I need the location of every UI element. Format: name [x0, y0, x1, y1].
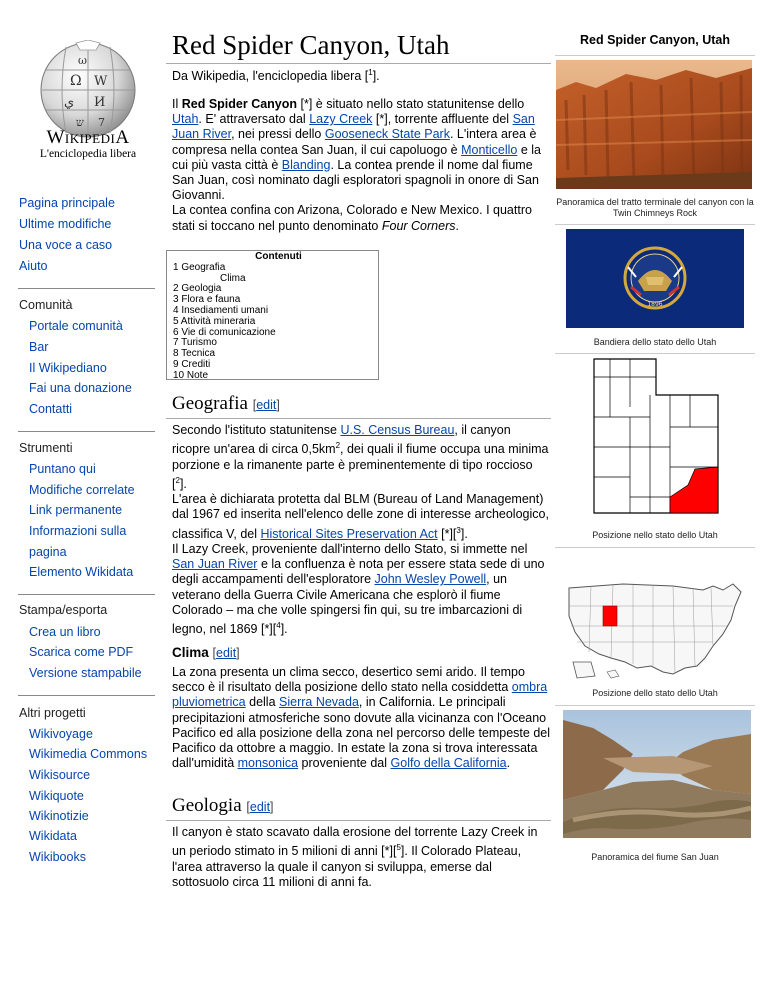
sidebar-item-wikibooks[interactable]: Wikibooks [29, 850, 86, 864]
title-divider [166, 63, 551, 64]
section-heading-clima: Clima [edit] [172, 645, 240, 660]
link-blanding[interactable]: Blanding [281, 157, 331, 172]
section-divider [166, 418, 551, 419]
svg-text:W: W [94, 74, 108, 89]
clima-paragraph: La zona presenta un clima secco, desertico semi arido. Il tempo secco è il risultato della posizione dello stato nella cosiddetta ombra pluviometrica della Sierra Nevada, in California. Le principali precipitazioni atmosferiche sono dovute alla vicinanza con l'Oceano Pacifico ed alla posizione della zona nel percorso delle tempeste del Pacifico da ottobre a maggio. In estate la zona si trova interessata dall'umidità monsonica proveniente dal Golfo della California. [172, 665, 551, 771]
toc-item[interactable]: 1 Geografia [173, 261, 226, 273]
toc-item[interactable]: 6 Vie di comunicazione [173, 326, 276, 338]
utah-map-image [590, 357, 722, 515]
clima-section [172, 665, 552, 771]
link-golfo[interactable]: Golfo della California [390, 756, 507, 771]
svg-text:7: 7 [98, 116, 105, 129]
link-powell[interactable]: John Wesley Powell [374, 572, 487, 587]
geografia-paragraph: Il Lazy Creek, proveniente dall'interno dello Stato, si immette nel San Juan River e la confluenza è nota per essere stata sede di uno degli accampamenti dell'esploratore John Wesley Powell, un veterano della Guerra Civile Americana che esplorò il fiume Colorado – ma che volle spingersi fin qui, su tre imbarcazioni di legno, nel 1869 [*][$^4$]. [172, 541, 545, 637]
section-divider [166, 820, 551, 821]
usa-map[interactable] [563, 576, 748, 682]
toc-item[interactable]: 8 Tecnica [173, 348, 216, 360]
svg-text:Ω: Ω [70, 73, 82, 89]
toc-item[interactable]: Clima [220, 272, 246, 284]
sidebar-item-create-book[interactable]: Crea un libro [29, 625, 101, 639]
sidebar-item-wikinotizie[interactable]: Wikinotizie [29, 809, 89, 823]
geografia-section [172, 423, 550, 637]
sidebar-item-portal[interactable]: Portale comunità [29, 319, 123, 333]
sidebar-item-page-info[interactable]: Informazioni sulla [29, 524, 127, 538]
tagline: Da Wikipedia, l'enciclopedia libera [$^1$]. [172, 68, 380, 84]
caption-river: Panoramica del fiume San Juan [591, 852, 719, 862]
caption-canyon: Panoramica del tratto terminale del canyon con la Twin Chimneys Rock [556, 197, 754, 218]
sidebar-item-wikisource[interactable]: Wikisource [29, 768, 91, 782]
edit-link: [edit] [212, 646, 240, 660]
toc-item[interactable]: 4 Insediamenti umani [173, 304, 269, 316]
link-census-bureau[interactable]: U.S. Census Bureau [340, 423, 455, 437]
sidebar-item-help[interactable]: Aiuto [19, 259, 48, 273]
sidebar-divider [18, 288, 155, 289]
caption-flag: Bandiera dello stato dello Utah [593, 337, 717, 347]
infobox-divider [555, 55, 755, 56]
svg-text:ي: ي [64, 95, 75, 110]
sidebar-item-main-page[interactable]: Pagina principale [19, 196, 115, 210]
edit-button[interactable]: edit [256, 398, 277, 412]
puzzle-globe-icon [18, 40, 158, 140]
ref-link[interactable]: 4 [276, 620, 281, 630]
link-monticello[interactable]: Monticello [461, 142, 518, 157]
edit-button[interactable]: edit [249, 800, 271, 814]
link-ombra[interactable]: ombra pluviometrica [172, 680, 548, 710]
caption-usa-map: Posizione dello stato dello Utah [592, 688, 718, 698]
sidebar-item-commons[interactable]: Wikimedia Commons [29, 747, 148, 761]
toc-item[interactable]: 10 Note [173, 369, 209, 381]
geografia-paragraph: Secondo l'istituto statunitense U.S. Census Bureau, il canyon ricopre un'area di circa $0,5km^2$, dei quali il fiume occupa una minima porzione e la rimanente parte è preminentemente di tipo roccioso [$^2$]. [172, 423, 549, 491]
link-lazy-creek[interactable]: Lazy Creek [309, 112, 373, 127]
geologia-paragraph: Il canyon è stato scavato dalla erosione del torrente Lazy Creek in un periodo stimato in 5 milioni di anni [*][$^5$]. Il Colorado Plateau, l'area attraverso la quale il canyon si sviluppa, emerse dal sottosuolo circa 11 milioni di anni fa. [172, 825, 538, 889]
toc-item[interactable]: 7 Turismo [173, 337, 217, 349]
sidebar-heading-projects: Altri progetti [19, 706, 86, 720]
svg-text:ω: ω [78, 54, 87, 67]
link-san-juan-river-2[interactable]: San Juan River [172, 557, 258, 572]
link-sierra-nevada[interactable]: Sierra Nevada [279, 695, 359, 710]
toc-item[interactable]: 9 Crediti [173, 358, 211, 370]
sidebar-divider [18, 431, 155, 432]
geologia-section [172, 825, 552, 890]
wikipedia-logo[interactable] [18, 40, 158, 165]
geografia-paragraph: L'area è dichiarata protetta dal BLM (Bureau of Land Management) dal 1967 ed inserita nell'elenco delle zone di interesse archeologico, classifica V, del Historical Sites Preservation Act [*][$^3$]. [172, 492, 549, 541]
sidebar-item-bar[interactable]: Bar [29, 340, 49, 354]
flag-image [566, 229, 744, 328]
sidebar-item-wikipediano[interactable]: Il Wikipediano [29, 361, 107, 375]
sidebar-item-permalink[interactable]: Link permanente [29, 503, 123, 517]
link-gooseneck[interactable]: Gooseneck State Park [324, 127, 450, 142]
sidebar-item-related-changes[interactable]: Modifiche correlate [29, 483, 135, 497]
svg-text:И: И [94, 95, 106, 110]
sidebar-item-wikivoyage[interactable]: Wikivoyage [29, 727, 93, 741]
sidebar-item-whatlinkshere[interactable]: Puntano qui [29, 462, 96, 476]
infobox-divider [555, 224, 755, 225]
toc-item[interactable]: 3 Flora e fauna [173, 294, 241, 306]
infobox-divider [555, 353, 755, 354]
sidebar-item-contacts[interactable]: Contatti [29, 402, 73, 416]
ref-link[interactable]: 2 [175, 475, 180, 485]
sidebar-item-wikidata-item[interactable]: Elemento Wikidata [29, 565, 134, 579]
sidebar-item-wikiquote[interactable]: Wikiquote [29, 789, 84, 803]
sidebar-item-donate[interactable]: Fai una donazione [29, 381, 132, 395]
sidebar-item-page-info-cont[interactable]: pagina [29, 545, 67, 559]
table-of-contents [166, 250, 379, 380]
toc-item[interactable]: 5 Attività mineraria [173, 315, 256, 327]
link-utah[interactable]: Utah [172, 112, 199, 127]
wordmark: WikipediA [46, 127, 130, 148]
svg-text:ש: ש [76, 116, 84, 129]
canyon-photo[interactable] [556, 60, 752, 189]
sidebar-item-wikidata[interactable]: Wikidata [29, 829, 77, 843]
sidebar-item-printable[interactable]: Versione stampabile [29, 666, 142, 680]
canyon-image [556, 60, 752, 189]
sidebar-divider [18, 594, 155, 595]
edit-link: [edit] [246, 800, 274, 814]
section-heading-geografia: Geografia [edit] [172, 393, 280, 414]
sidebar-item-recent-changes[interactable]: Ultime modifiche [19, 217, 112, 231]
edit-button[interactable]: edit [216, 646, 237, 660]
sidebar-item-random[interactable]: Una voce a caso [19, 238, 113, 252]
caption-utah-map: Posizione nello stato dello Utah [592, 530, 718, 540]
link-historical-sites[interactable]: Historical Sites Preservation Act [260, 526, 438, 541]
ref-link[interactable]: 5 [396, 843, 401, 853]
page-title: Red Spider Canyon, Utah [172, 30, 450, 60]
link-san-juan-river[interactable]: San Juan River [172, 112, 535, 142]
intro-section [172, 97, 544, 234]
infobox-title: Red Spider Canyon, Utah [579, 33, 731, 47]
ref-link[interactable]: 3 [456, 525, 461, 535]
sidebar-heading-print: Stampa/esporta [19, 603, 108, 617]
link-monsonica[interactable]: monsonica [237, 756, 299, 771]
utah-flag[interactable] [566, 229, 744, 328]
intro-paragraph: Il Red Spider Canyon [*] è situato nello stato statunitense dello Utah. E' attraversato dal Lazy Creek [*], torrente affluente del San Juan River, nei pressi dello Gooseneck State Park. L'intera area è compresa nella contea San Juan, il cui capoluogo è Monticello e la cui più vasta città è Blanding. La contea prende il nome dal fiume San Juan, così nominato dagli esploratori spagnoli in onore di San Giovanni. [172, 97, 541, 203]
intro-paragraph-2: La contea confina con Arizona, Colorado e New Mexico. I quattro stati si toccano nel punto denominato Four Corners. [172, 203, 532, 233]
logo-subtitle: L'enciclopedia libera [39, 148, 137, 160]
river-image [563, 710, 751, 838]
sidebar-heading-tools: Strumenti [19, 441, 73, 455]
toc-item[interactable]: 2 Geologia [173, 283, 222, 295]
san-juan-photo[interactable] [563, 710, 751, 838]
infobox-divider [555, 705, 755, 706]
sidebar-heading-community: Comunità [19, 298, 73, 312]
sidebar-item-download-pdf[interactable]: Scarica come PDF [29, 645, 134, 659]
section-heading-geologia: Geologia [edit] [172, 795, 274, 816]
usa-map-image [563, 576, 748, 682]
infobox-divider [555, 547, 755, 548]
flag-year: 1896 [647, 301, 663, 308]
toc-title: Contenuti [255, 251, 302, 262]
utah-county-map[interactable] [590, 357, 722, 515]
edit-link: [edit] [252, 398, 280, 412]
sidebar-divider [18, 695, 155, 696]
